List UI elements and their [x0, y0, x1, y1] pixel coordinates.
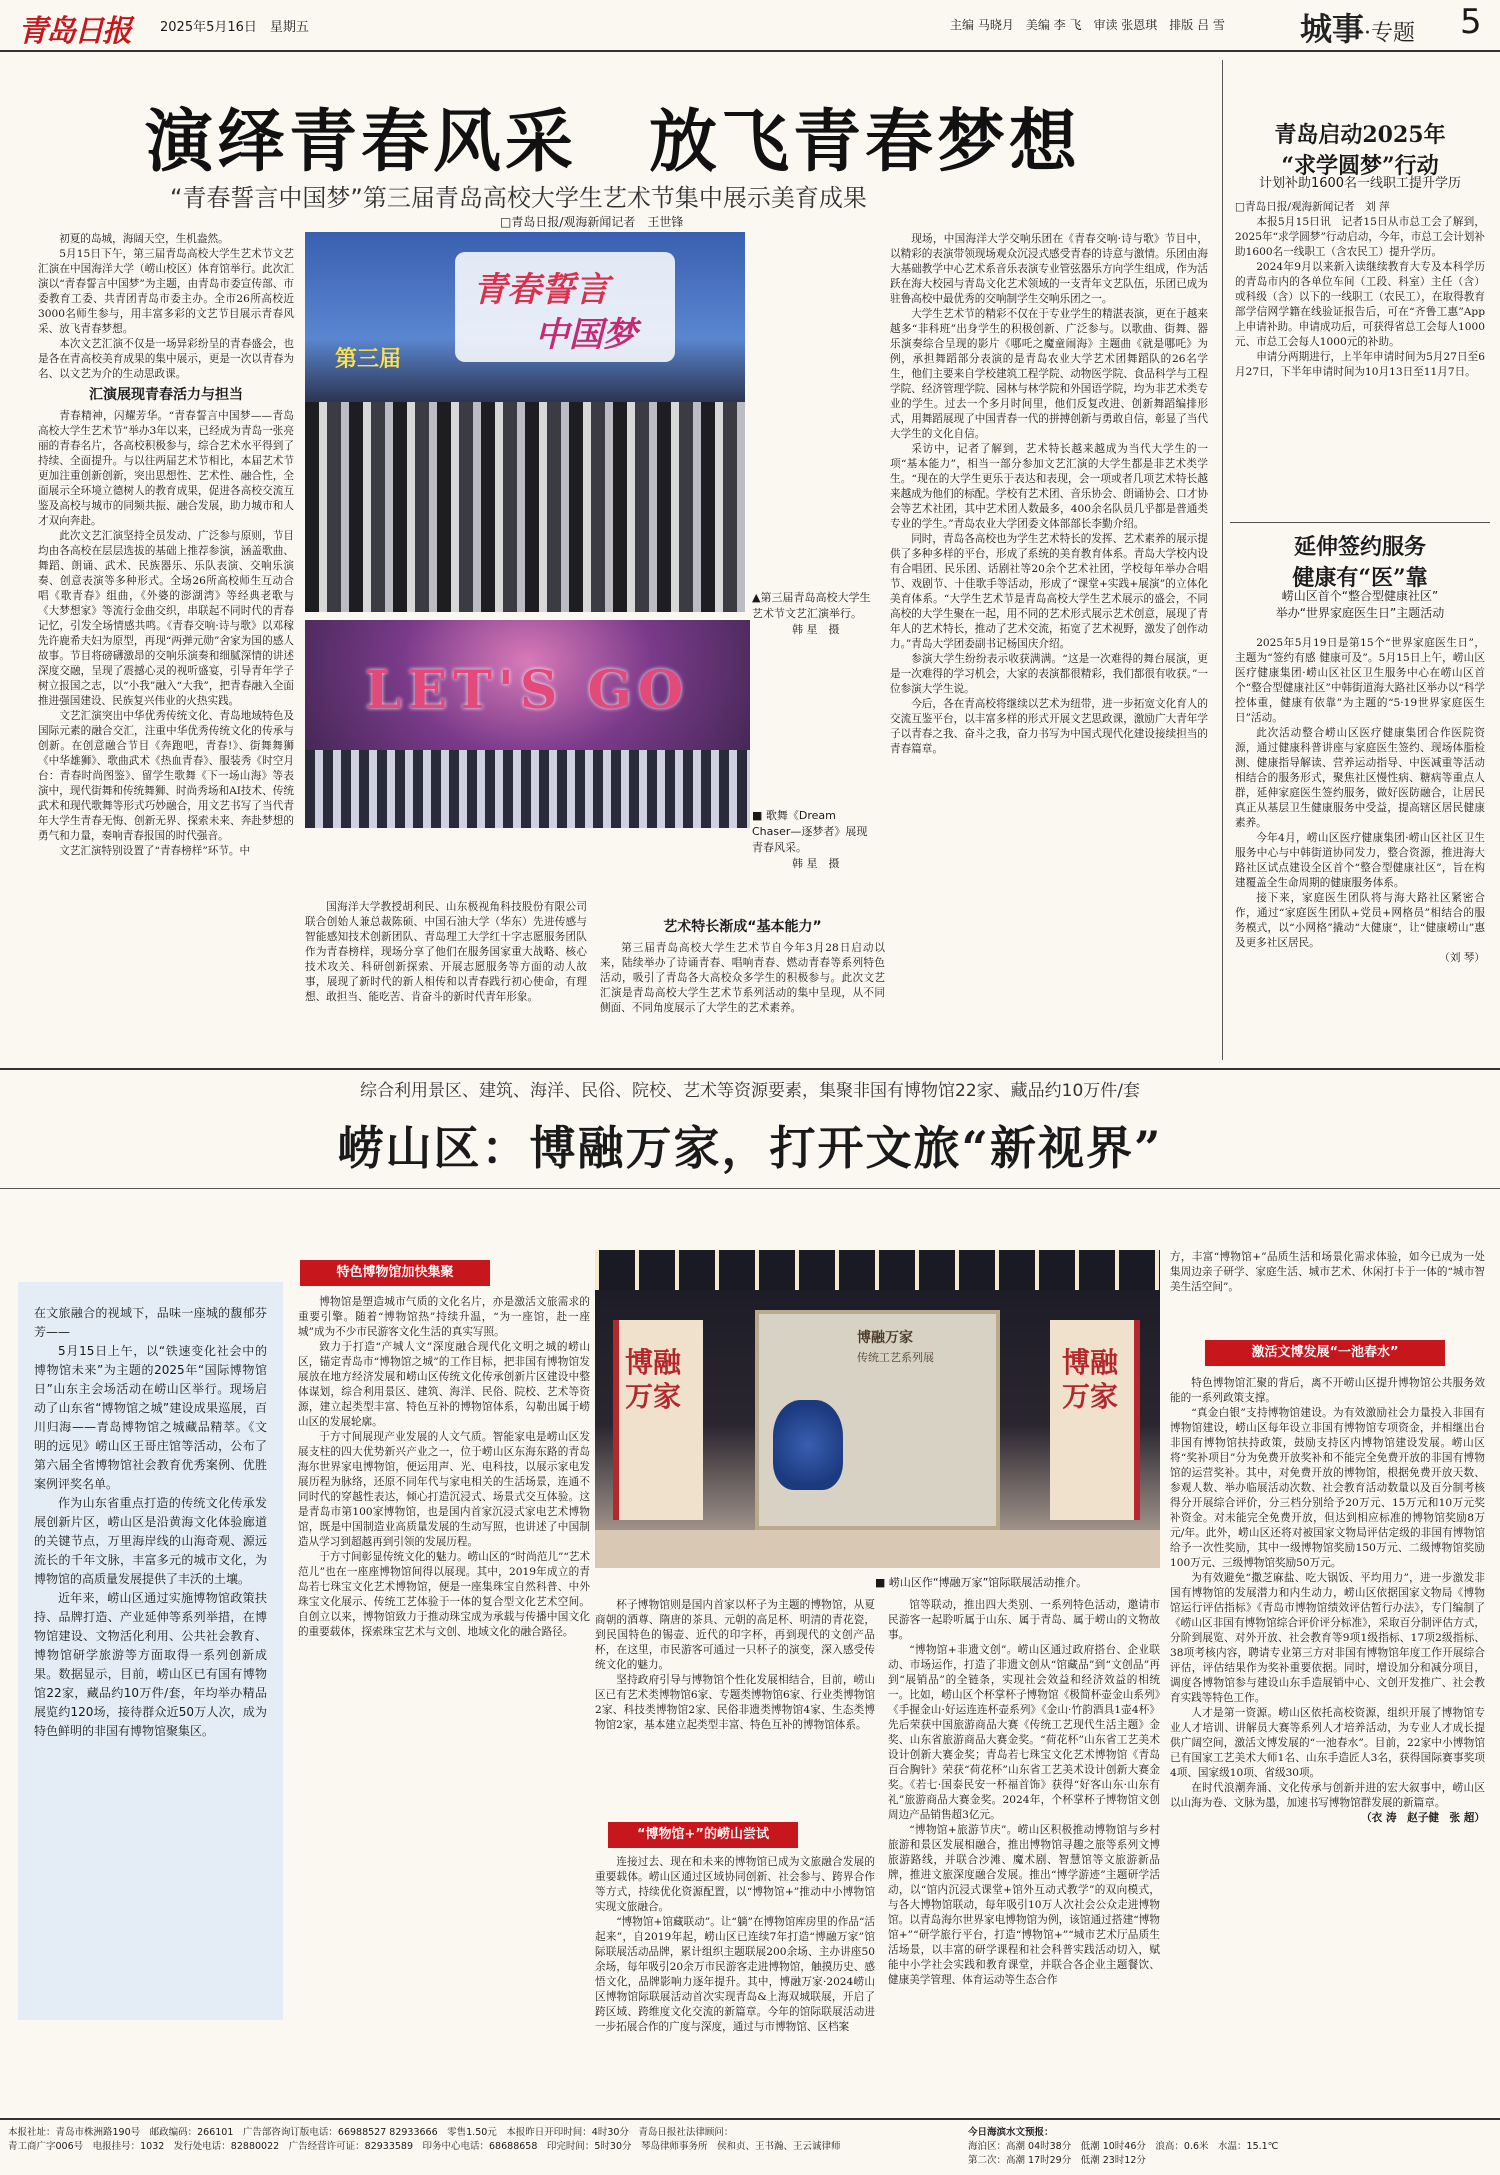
- porcelain-vase: [773, 1400, 843, 1490]
- right-story-1-body: [1235, 200, 1485, 520]
- paragraph: “博物馆+旅游节庆”。崂山区积极推动博物馆与乡村旅游和景区发展相融合，推出博物馆寻趣之旅等系列文博旅游路线，并联合沙滩、魔术剧、智慧馆等文旅游新品牌，推进文旅深度融合发展。推出“博学游迹”主题研学活动，以“馆内沉浸式课堂+馆外互动式教学”的双向模式，与各大博物馆联动，每年吸引10万人次社会公众走进博物馆。以青岛海尔世界家电博物馆为例，该馆通过搭建“博物馆+”“研学旅行平台，打造“博物馆+”“城市艺术厅品质生活场景，以丰富的研学课程和社会科普实践活动切入，赋能中小学社会实践和教育课堂，并联合各企业主题餐饮、健康美学管理、体育运动等生态合作: [888, 1824, 1160, 1986]
- intro-sidebox: [18, 1282, 283, 2020]
- paragraph: 方，丰富“博物馆+”品质生活和场景化需求体验，如今已成为一处集周边亲子研学、家庭生活、城市艺术、休闲打卡于一体的“城市智美生活空间”。: [1170, 1251, 1485, 1293]
- photo-caption: ■ 歌舞《Dream Chaser—逐梦者》展现青春风采。 韩 星 摄: [752, 809, 868, 870]
- main-col-3b: [600, 900, 885, 1060]
- right-story-2-subtitle: 崂山区首个“整合型健康社区” 举办“世界家庭医生日”主题活动: [1275, 589, 1445, 620]
- subheading-box: “博物馆+”的崂山尝试: [608, 1822, 798, 1848]
- lower-col-c: [888, 1598, 1160, 2113]
- masthead: [0, 0, 1500, 52]
- paragraph: 于方寸间展现产业发展的人文气质。智能家电是崂山区发展支柱的四大优势新兴产业之一，位于崂山区东海东路的青岛海尔世界家电博物馆，便运用声、光、电科技，以展示家电发展历程为脉络，还原不同年代与家电相关的生活场景，连通不同时代的穿越性表达，倾心打造沉浸式、场景式交互体验。这是青岛市第100家博物馆，也是国内首家沉浸式家电艺术博物馆，既是中国制造业高质量发展的生动写照，也讲述了中国制造从学习到超越再到引领的发展历程。: [298, 1431, 590, 1548]
- paragraph: 2024年9月以来新入读继续教育大专及本科学历的青岛市内的各单位车间（工段、科室）主任（含）或科级（含）以下的一线职工（农民工），在取得教育部学信网学籍在线验证报告后，可在“齐鲁工惠”App上申请补助。申请成功后，可获得省总工会每人1000元、市总工会每人1000元的补助。: [1235, 261, 1485, 348]
- right-story-1-title: 青岛启动2025年 “求学圆梦”行动: [1274, 122, 1446, 179]
- page-footer: [0, 2118, 1500, 2175]
- paragraph: 5月15日下午，第三届青岛高校大学生艺术节文艺汇演在中国海洋大学（崂山校区）体育馆举行。此次汇演以“青春誓言中国梦”为主题，由青岛市委宣传部、市委教育工委、共青团青岛市委主办。全市26所高校近3000名师生参与，用丰富多彩的文艺节目展示青春风采、放飞青春梦想。: [38, 248, 294, 335]
- paragraph: 国海洋大学教授胡利民、山东极视角科技股份有限公司联合创始人兼总裁陈硕、中国石油大学（华东）先进传感与智能感知技术创新团队、青岛理工大学红十字志愿服务团队作为青春榜样，现场分享了他们在服务国家重大战略、核心技术攻关、科研创新探索、开展志愿服务等方面的动人故事，展现了新时代的新人相传和以青春践行初心使命，有理想、敢担当、能吃苦、肯奋斗的新时代青年形象。: [305, 901, 587, 1003]
- right-story-2-body: [1235, 636, 1485, 1056]
- paragraph: 作为山东省重点打造的传统文化传承发展创新片区，崂山区是沿黄海文化体验廊道的关键节点，万里海岸线的山海奇观、源远流长的千年文脉，丰富多元的城市文化，为博物馆的高质量发展提供了丰沃的土壤。: [34, 1496, 267, 1586]
- lower-col-b: [595, 1598, 875, 1818]
- section-divider: [0, 1068, 1500, 1070]
- museum-exhibition-photo[interactable]: [595, 1250, 1160, 1568]
- main-byline: □青岛日报/观海新闻记者 王世锋: [500, 215, 684, 229]
- paragraph: 初夏的岛城，海阔天空，生机盎然。: [59, 233, 229, 245]
- banner-text: 中国梦: [535, 315, 637, 355]
- paragraph: 5月15日上午，以“铁速变化社会中的博物馆未来”为主题的2025年“国际博物馆日”山东主会场活动在崂山区举行。现场启动了山东省“博物馆之城”建设成果巡展，百川归海——青岛博物馆之城藏品精萃。《文明的远见》崂山区王哥庄馆等活动，公布了第六届全省博物馆社会教育优秀案例、优胜案例评奖名单。: [34, 1344, 267, 1491]
- author: （刘 琴）: [1439, 952, 1485, 964]
- festival-performance-photo[interactable]: [305, 232, 745, 612]
- footer-info: 本报社址：青岛市株洲路190号 邮政编码：266101 广告部咨询订版电话：66988527 82933666 零售1.50元 本报昨日开印时间：4时30分 青岛日报社法律顾问： 青工商广字006号 电报挂号：1032 发行处电话：82880022 广告经营许可证：82933589 印务中心电话：68688658 印完时间：5时30分 琴岛律师事务所 侯和贞、王书瀚、王云诚律师: [8, 2127, 841, 2152]
- paragraph: “真金白银”支持博物馆建设。为有效激励社会力量投入非国有博物馆建设，崂山区每年设立非国有博物馆专项资金，并相继出台非国有博物馆扶持政策，鼓励支持区内博物馆建设发展。崂山区将“奖补项目”分为免费开放奖补和不能完全免费开放的非国有博物馆的运营奖补。其中，对免费开放的博物馆，根据免费开放天数、参观人数、举办临展活动次数、社会教育活动数量以及百分制考核得分开展综合评价，分三档分别给予20万元、15万元和10万元奖补资金。对未能完全免费开放，但达到相应标准的博物馆奖励8万元/年。此外，崂山区还将对被国家文物局评估定级的非国有博物馆给予一次性奖励，其中一级博物馆奖励150万元、二级博物馆奖励100万元、三级博物馆奖励50万元。: [1170, 1407, 1485, 1569]
- main-col-4: [890, 232, 1208, 1060]
- main-headline: 演绎青春风采 放飞青春梦想: [145, 102, 1082, 182]
- paragraph: “博物馆+馆藏联动”。让“躺”在博物馆库房里的作品“活起来”，自2019年起，崂山区已连续7年打造“博融万家”馆际联展活动品牌，累计组织主题联展200余场、主办讲座50余场，每年吸引20余万市民游客走进博物馆，触摸历史、感悟文化，品牌影响力逐年提升。其中，博融万家·2024崂山区博物馆际联展活动首次实现青岛&上海双城联展，开启了跨区域、跨维度文化交流的新篇章。今年的馆际联展活动进一步拓展合作的广度与深度，通过与市博物馆、区档案: [595, 1916, 875, 2033]
- paragraph: 参演大学生纷纷表示收获满满。“这是一次难得的舞台展演，更是一次难得的学习机会，大家的表演都很精彩，我们都很有收获。”一位参演大学生说。: [890, 653, 1208, 695]
- authors: （衣 涛 赵子健 张 超）: [1361, 1812, 1485, 1824]
- lets-go-sign: LET'S GO: [365, 660, 690, 721]
- paragraph: 青春精神，闪耀芳华。“青春誓言中国梦——青岛高校大学生艺术节”举办3年以来，已经成为青岛一张亮丽的青春名片，各高校积极参与，综合艺术水平得到了持续、全面提升。与以往两届艺术节相比，本届艺术节更加注重创新创新，突出思想性、艺术性、融合性，全面展示全环境立德树人的教育成果，促进各高校交流互鉴及高校与城市的同频共振、融合发展，助力城市和人才双向奔赴。: [38, 410, 294, 527]
- photo-caption: ■ 崂山区作“博融万家”馆际联展活动推介。: [875, 1576, 1088, 1589]
- lower-headline: 崂山区：博融万家，打开文旅“新视界”: [337, 1121, 1163, 1175]
- issue-date: 2025年5月16日 星期五: [160, 20, 309, 35]
- paragraph: 同时，青岛各高校也为学生艺术特长的发挥、艺术素养的展示提供了多种多样的平台，形成了系统的美育教育体系。青岛大学校内设有合唱团、民乐团、话剧社等20余个艺术社团，学校每年举办合唱节、戏剧节、十佳歌手等活动，形成了“课堂+实践+展演”的立体化美育体系。“大学生艺术节是青岛高校大学生艺术展示的盛会，不同高校的大学生聚在一起，用不同的艺术形式展示艺术创意，展现了青年人的艺术特长，推动了艺术交流，拓宽了艺术视野，激发了创作动力。”青岛大学团委副书记杨国庆介绍。: [890, 533, 1208, 650]
- paragraph: 特色博物馆汇聚的背后，离不开崂山区提升博物馆公共服务效能的一系列政策支撑。: [1170, 1377, 1485, 1404]
- paragraph: 为有效避免“撒芝麻盐、吃大锅饭、平均用力”，进一步激发非国有博物馆的发展潜力和内生动力，崂山区依据国家文物局《博物馆运行评估指标》《青岛市博物馆绩效评估暂行办法》，专门编制了《崂山区非国有博物馆综合评价评分标准》，采取百分制评估方式，分阶到展览、对外开放、社会教育等9项1级指标、17项2级指标、38项考核内容，聘请专业第三方对非国有博物馆年度工作开展综合评估，评估结果作为奖补重要依据。同时，增设加分和减分项目，调度各博物馆参与建设山东手造展销中心、文创开发推广、社会教育实践等特色工作。: [1170, 1572, 1485, 1704]
- dancers: [305, 402, 745, 612]
- banner-text: 青春誓言: [473, 270, 609, 310]
- ceiling-lights: [595, 1250, 1160, 1290]
- paragraph: 此次文艺汇演坚持全员发动、广泛参与原则，节目均由各高校在层层选拔的基础上推荐参演，涵盖歌曲、舞蹈、朗诵、武术、民族器乐、乐队表演、交响乐演奏、创意表演等多种形式。全场26所高校师生互动合唱《歌青春》组曲，《外婆的澎湖湾》等经典老歌与《大梦想家》等流行金曲交织，串联起不同时代的青春记忆，引发全场情感共鸣。《青春交响·诗与歌》以邓稼先许鹿希夫妇为原型，再现“两弹元勋”舍家为国的感人故事。节目将磅礴激昂的交响乐演奏和细腻深情的讲述深度交融，呈现了震撼心灵的视听盛宴，引导青年学子树立报国之志，以“小我”融入“大我”，把青春融入全面推进强国建设、民族复兴伟业的火热实践。: [38, 530, 294, 707]
- column-divider: [1222, 60, 1223, 1060]
- right-story-2-title: 延伸签约服务 健康有“医”靠: [1292, 534, 1428, 591]
- page-number: 5: [1460, 2, 1482, 42]
- paragraph: 今年4月，崂山区医疗健康集团·崂山区社区卫生服务中心与中韩街道协同发力，整合资源，推进海大路社区试点建设全区首个“整合型健康社区”，旨在构建覆盖全生命周期的健康服务体系。: [1235, 832, 1485, 889]
- divider: [0, 1188, 1500, 1189]
- section-heading: 汇演展现青春活力与担当: [89, 387, 243, 403]
- lower-kicker: 综合利用景区、建筑、海洋、民俗、院校、艺术等资源要素，集聚非国有博物馆22家、藏品约10万件/套: [360, 1081, 1140, 1101]
- paragraph: 此次活动整合崂山区医疗健康集团合作医院资源，通过健康科普讲座与家庭医生签约、现场体脂检测、健康指导解读、营养运动指导、中医减重等活动相结合的服务形式，聚焦社区慢性病、糖病等重点人群，延伸家庭医生签约服务，做好医防融合，让居民真正从基层卫生健康服务中受益，提高辖区居民健康素养。: [1235, 727, 1485, 829]
- paragraph: 坚持政府引导与博物馆个性化发展相结合，目前，崂山区已有艺术类博物馆6家、专题类博物馆6家、行业类博物馆2家、科技类博物馆2家、民俗非遗类博物馆4家、生态类博物馆2家，基本建立起类型丰富、特色互补的博物馆体系。: [595, 1674, 875, 1731]
- paragraph: 人才是第一资源。崂山区依托高校资源，组织开展了博物馆专业人才培训、讲解员大赛等系列人才培养活动，为专业人才成长提供广阔空间，激活文博发展的“一池春水”。目前，22家中小博物馆已有国家工艺美术大师1名、山东手造匠人3名，获得国际赛事奖项4项、国家级10项、省级30项。: [1170, 1707, 1485, 1779]
- dream-chaser-photo[interactable]: [305, 620, 750, 828]
- paragraph: 大学生艺术节的精彩不仅在于专业学生的精湛表演，更在于越来越多“非科班”出身学生的积极创新、广泛参与。以歌曲、街舞、器乐演奏综合呈现的影片《哪吒之魔童闹海》主题曲《就是哪吒》为例，承担舞蹈部分表演的是青岛农业大学艺术团舞蹈队的26名学生，他们主要来自学校建筑工程学院、动物医学院、食品科学与工程学院、经济管理学院、园林与林学院和外国语学院，均为非艺术类专业的学生。过去一个多月时间里，他们反复改进、创新舞蹈编排形式，用舞蹈展现了中国青春一代的拼搏创新与勇敢自信，彰显了当代大学生的文化自信。: [890, 308, 1208, 440]
- paragraph: 现场，中国海洋大学交响乐团在《青春交响·诗与歌》节目中，以精彩的表演带领现场观众沉浸式感受青春的诗意与激情。乐团由海大基础教学中心艺术系音乐表演专业管弦器乐方向学生组成，作为活跃在海大校园与青岛文化艺术领域的一支青年文艺队伍，乐团已成为驻鲁高校中最优秀的交响制学生交响乐团之一。: [890, 233, 1208, 305]
- main-col-1: [38, 232, 294, 1060]
- banner-tag: 第三届: [335, 346, 402, 372]
- lower-col-d2: [1170, 1376, 1485, 2113]
- main-subhead: “青春誓言中国梦”第三届青岛高校大学生艺术节集中展示美育成果: [170, 184, 867, 212]
- paragraph: “博物馆+非遗文创”。崂山区通过政府搭台、企业联动、市场运作，打造了非遗文创从“馆藏品”到“文创品”再到“展销品”的全链条，实现社会效益和经济效益的相统一。比如，崂山区个杯掌杯子博物馆《极简杯壶金山系列》《手握金山·好运连连杯壶系列》《金山·竹韵酒具1壶4杯》先后荣获中国旅游商品大赛《传统工艺现代生活主题》金奖、山东省旅游商品大赛金奖。“荷花杯”山东省工艺美术设计创新大赛金奖；青岛若七珠宝文化艺术博物馆《青岛百合胸针》荣获“荷花杯”山东省工艺美术设计创新大赛金奖。《若七·国泰民安一杯福首饰》获得“好客山东·山东有礼”旅游商品大赛金奖。2024年，个杯掌杯子博物馆文创周边产品销售超3亿元。: [888, 1644, 1160, 1821]
- paragraph: 在时代浪潮奔涌、文化传承与创新并进的宏大叙事中，崂山区以山海为卷、文脉为墨，加速书写博物馆群发展的新篇章。: [1170, 1782, 1485, 1809]
- paragraph: 在文旅融合的视域下，品味一座城的馥郁芬芳——: [34, 1306, 267, 1339]
- paragraph: 于方寸间彰显传统文化的魅力。崂山区的“时尚范儿”“艺术范儿”也在一座座博物馆间得以展现。其中，2019年成立的青岛若七珠宝文化艺术博物馆，便是一座集珠宝自然科普、中外珠宝文化展示、传统工艺体验于一体的复合型文化艺术空间。自创立以来，博物馆致力于推动珠宝成为承载与传播中国文化的重要载体，探索珠宝艺术与文创、地域文化的融合路径。: [298, 1551, 590, 1638]
- byline: □青岛日报/观海新闻记者 刘 萍: [1235, 201, 1390, 213]
- photo-caption: ▲第三届青岛高校大学生艺术节文艺汇演举行。 韩 星 摄: [752, 591, 871, 636]
- paragraph: 文艺汇演特别设置了“青春榜样”环节。中: [59, 845, 251, 857]
- paragraph: 采访中，记者了解到，艺术特长越来越成为当代大学生的一项“基本能力”，相当一部分参加文艺汇演的大学生都是非艺术类学生。“现在的大学生更乐于表达和表现，会一项或者几项艺术特长越来越成为他们的标配。学校有艺术团、音乐协会、朗诵协会、口才协会等艺术社团，其中艺术团人数最多，400余名队员几乎都是普通类专业的学生。”青岛农业大学团委文体部部长李勤介绍。: [890, 443, 1208, 530]
- subheading-box: 特色博物馆加快集聚: [300, 1260, 490, 1286]
- tide-forecast: 今日海滨水文预报： 海泊区：高潮 04时38分 低潮 10时46分 浪高：0.6米 水温：15.1℃ 第二次：高潮 17时29分 低潮 23时12分: [968, 2127, 1279, 2166]
- paragraph: 连接过去、现在和未来的博物馆已成为文旅融合发展的重要载体。崂山区通过区域协同创新、社会参与、跨界合作等方式，持续优化资源配置，以“博物馆+”推动中小博物馆实现文旅融合。: [595, 1856, 875, 1913]
- lower-col-d: [1170, 1250, 1485, 1320]
- paragraph: 本次文艺汇演不仅是一场异彩纷呈的青春盛会，也是各在青高校美育成果的集中展示，更是一次以青春为名、以文艺为介的生动思政课。: [38, 338, 294, 380]
- paragraph: 申请分两期进行，上半年申请时间为5月27日至6月27日，下半年申请时间为10月13日至11月7日。: [1235, 351, 1485, 378]
- screen-text: 博融万家 传统工艺系列展: [857, 1330, 934, 1364]
- paragraph: 今后，各在青高校将继续以艺术为纽带，进一步拓宽文化育人的交流互鉴平台，以丰富多样的形式开展文艺思政课，激励广大青年学子以青春之我、奋斗之我，奋力书写为中国式现代化建设接续担当的青春篇章。: [890, 698, 1208, 755]
- newspaper-logo[interactable]: 青岛日报: [18, 14, 130, 49]
- banner-text: 博融 万家: [625, 1346, 682, 1413]
- editorial-staff: 主编 马晓月 美编 李 飞 审读 张恩琪 排版 吕 雪: [950, 18, 1225, 32]
- paragraph: 馆等联动，推出四大类别、一系列特色活动，邀请市民游客一起聆听属于山东、属于青岛、属于崂山的文物故事。: [888, 1599, 1160, 1641]
- section-heading: 艺术特长渐成“基本能力”: [663, 919, 822, 935]
- stage-floor: [595, 1530, 1160, 1568]
- right-story-1-subtitle: 计划补助1600名一线职工提升学历: [1258, 176, 1462, 191]
- paragraph: 2025年5月19日是第15个“世界家庭医生日”，主题为“签约有感 健康可及”。5月15日上午，崂山区医疗健康集团·崂山区社区卫生服务中心在崂山区首个“整合型健康社区”中韩街道海大路社区举办以“科学控体重，健康有依靠”为主题的“5·19世界家庭医生日”活动。: [1235, 637, 1485, 724]
- paragraph: 近年来，崂山区通过实施博物馆政策扶持、品牌打造、产业延伸等系列举措，在博物馆建设、文物活化利用、公共社会教育、博物馆研学旅游等方面取得一系列创新成果。数据显示，目前，崂山区已有国有博物馆22家，藏品约10万件/套，年均举办精品展览约120场，接待群众近50万人次，成为特色鲜明的非国有博物馆聚集区。: [34, 1591, 267, 1738]
- section-title: 城事·专题: [1300, 10, 1416, 48]
- performers: [305, 750, 750, 828]
- lower-col-b2: [595, 1855, 875, 2113]
- paragraph: 博物馆是塑造城市气质的文化名片，亦是激活文旅需求的重要引擎。随着“博物馆热”持续升温，“为一座馆，赴一座城”成为不少市民游客文化生活的真实写照。: [298, 1296, 590, 1338]
- divider: [1230, 522, 1490, 523]
- lower-col-a: [298, 1295, 590, 2113]
- paragraph: 第三届青岛高校大学生艺术节自今年3月28日启动以来，陆续举办了诗诵青春、唱响青春、燃动青春等系列特色活动，吸引了青岛各大高校众多学生的积极参与。此次文艺汇演是青岛高校大学生艺术节系列活动的集中呈现，从不同侧面、不同角度展示了大学生的艺术素养。: [600, 942, 885, 1014]
- paragraph: 杯子博物馆则是国内首家以杯子为主题的博物馆，从夏商朝的酒尊、隋唐的茶具、元朝的高足杯、明清的青花瓷，到民国特色的锡壶、近代的印字杯，再到现代的文创产品杯，在这里，市民游客可通过一只杯子的演变，深入感受传统文化的魅力。: [595, 1599, 875, 1671]
- banner-text: 博融 万家: [1062, 1346, 1119, 1413]
- paragraph: 接下来，家庭医生团队将与海大路社区紧密合作，通过“家庭医生团队+党员+网格员”相结合的服务模式，以“小网格”撬动“大健康”，让“健康崂山”惠及更多社区居民。: [1235, 892, 1485, 949]
- main-col-3: [305, 900, 587, 1060]
- paragraph: 致力于打造“产城人文”深度融合现代化文明之城的崂山区，锚定青岛市“博物馆之城”的工作目标，把非国有博物馆发展放在地方经济发展和崂山区传统文化传承创新片区建设中整体谋划，综合利用景区、建筑、海洋、民俗、院校、艺术等资源，建立起类型丰富、特色互补的博物馆体系，勾勒出属于崂山区的发展轮廓。: [298, 1341, 590, 1428]
- subheading-box: 激活文博发展“一池春水”: [1205, 1340, 1445, 1366]
- paragraph: 文艺汇演突出中华优秀传统文化、青岛地域特色及国际元素的融合交汇，注重中华优秀传统文化的传承与创新。在创意融合节目《奔跑吧，青春!》、街舞舞狮《中华雄狮》、歌曲武术《热血青春》、服装秀《时空月台：青春时尚图鉴》、留学生歌舞《下一场山海》等表演中，现代街舞和传统舞狮、时尚秀场和AI技术、传统武术和现代歌舞等形式巧妙融合，用文艺书写了当代青年大学生青春无悔、创新无界、探索未来、奔赴梦想的勇气和力量，奏响青春报国的时代强音。: [38, 710, 294, 842]
- paragraph: 本报5月15日讯 记者15日从市总工会了解到，2025年“求学圆梦”行动启动，今年，市总工会计划补助1600名一线职工（含农民工）提升学历。: [1235, 216, 1485, 258]
